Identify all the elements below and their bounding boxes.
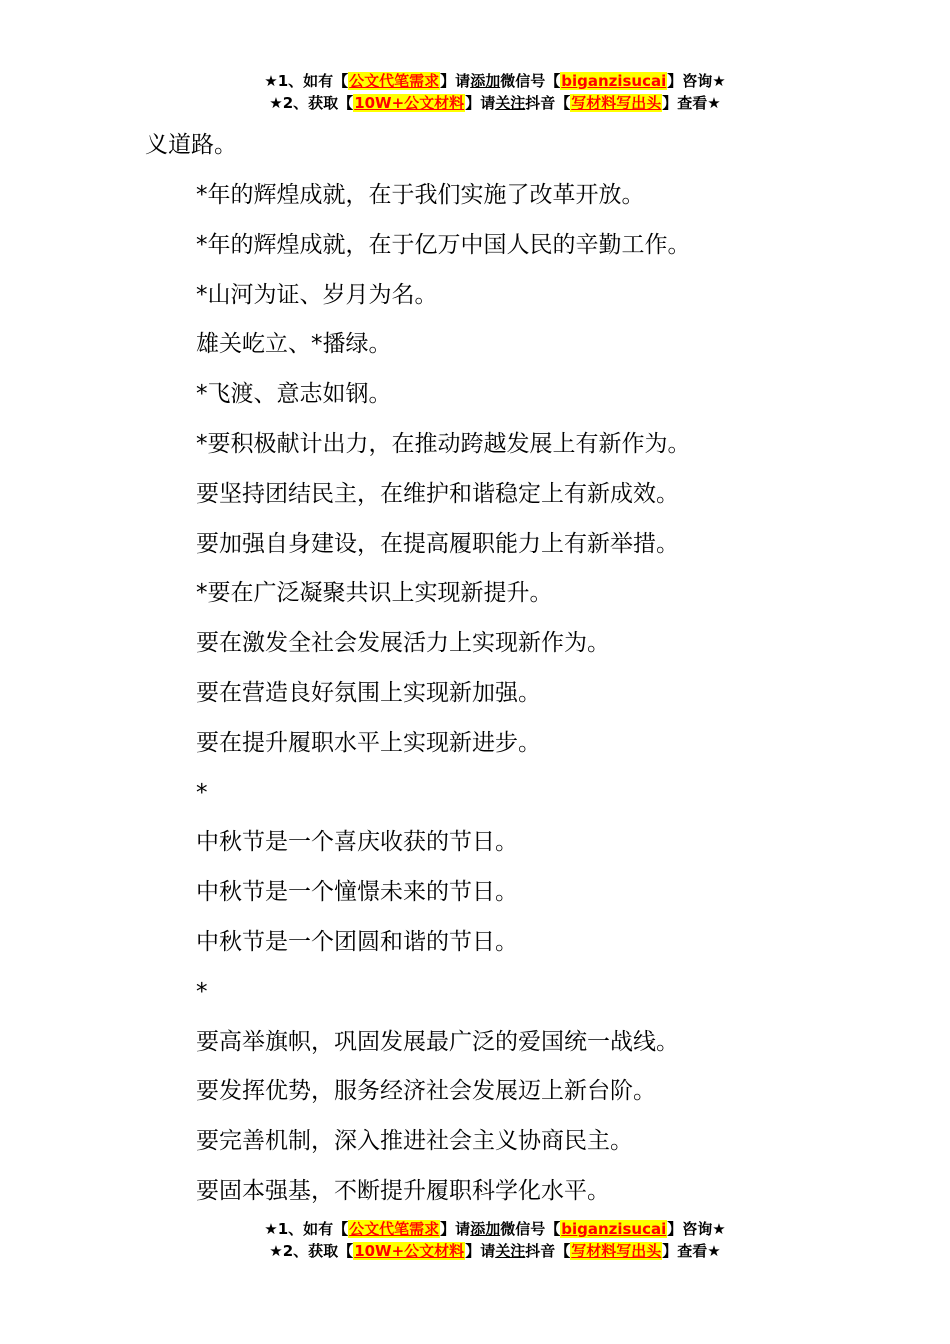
banner-text: ★1、如有【 (264, 1220, 349, 1238)
banner-text: 】请 (440, 72, 471, 90)
paragraph: 要坚持团结民主，在维护和谐稳定上有新成效。 (196, 481, 679, 507)
banner-text: 微信号【 (500, 1220, 561, 1238)
paragraph: 中秋节是一个团圆和谐的节日。 (196, 929, 518, 955)
highlight-materials: 10W+公文材料 (354, 94, 465, 112)
section-divider: * (196, 780, 208, 806)
underlined-text: 关注 (495, 94, 526, 112)
footer-banner (0, 1218, 950, 1262)
banner-text: 微信号【 (500, 72, 561, 90)
paragraph: *年的辉煌成就，在于亿万中国人民的辛勤工作。 (196, 232, 691, 258)
paragraph: 要完善机制，深入推进社会主义协商民主。 (196, 1128, 633, 1154)
paragraph: *山河为证、岁月为名。 (196, 282, 438, 308)
banner-text: ★1、如有【 (264, 72, 349, 90)
paragraph: 要高举旗帜，巩固发展最广泛的爱国统一战线。 (196, 1029, 679, 1055)
section-divider: * (196, 979, 208, 1005)
banner-text: ★2、获取【 (269, 1242, 354, 1260)
paragraph: 要在营造良好氛围上实现新加强。 (196, 680, 541, 706)
banner-line-1 (0, 1218, 950, 1240)
banner-line-2 (0, 92, 950, 114)
underlined-text: 添加 (470, 1220, 501, 1238)
highlight-materials: 10W+公文材料 (354, 1242, 465, 1260)
banner-text: 】咨询★ (667, 1220, 726, 1238)
paragraph: 要在提升履职水平上实现新进步。 (196, 730, 541, 756)
highlight-service: 公文代笔需求 (349, 1220, 440, 1238)
paragraph: *要积极献计出力，在推动跨越发展上有新作为。 (196, 431, 691, 457)
paragraph: *年的辉煌成就，在于我们实施了改革开放。 (196, 182, 645, 208)
highlight-service: 公文代笔需求 (349, 72, 440, 90)
highlight-wechat-id: biganzisucai (561, 72, 667, 90)
banner-text: 】请 (440, 1220, 471, 1238)
banner-text: 抖音【 (525, 1242, 571, 1260)
banner-line-1 (0, 70, 950, 92)
banner-text: 】请 (465, 1242, 496, 1260)
paragraph: 义道路。 (145, 132, 237, 158)
highlight-douyin-id: 写材料写出头 (571, 1242, 662, 1260)
paragraph: 要固本强基，不断提升履职科学化水平。 (196, 1178, 610, 1204)
banner-text: 】查看★ (662, 94, 721, 112)
paragraph: 要在激发全社会发展活力上实现新作为。 (196, 630, 610, 656)
underlined-text: 添加 (470, 72, 501, 90)
banner-text: 】请 (465, 94, 496, 112)
paragraph: 中秋节是一个憧憬未来的节日。 (196, 879, 518, 905)
banner-text: ★2、获取【 (269, 94, 354, 112)
paragraph: 要加强自身建设，在提高履职能力上有新举措。 (196, 531, 679, 557)
paragraph: *飞渡、意志如钢。 (196, 381, 392, 407)
highlight-wechat-id: biganzisucai (561, 1220, 667, 1238)
header-banner (0, 70, 950, 114)
banner-text: 】查看★ (662, 1242, 721, 1260)
paragraph: 雄关屹立、*播绿。 (196, 331, 392, 357)
banner-text: 】咨询★ (667, 72, 726, 90)
highlight-douyin-id: 写材料写出头 (571, 94, 662, 112)
paragraph: *要在广泛凝聚共识上实现新提升。 (196, 580, 553, 606)
banner-line-2 (0, 1240, 950, 1262)
paragraph: 中秋节是一个喜庆收获的节日。 (196, 829, 518, 855)
paragraph: 要发挥优势，服务经济社会发展迈上新台阶。 (196, 1078, 656, 1104)
banner-text: 抖音【 (525, 94, 571, 112)
underlined-text: 关注 (495, 1242, 526, 1260)
